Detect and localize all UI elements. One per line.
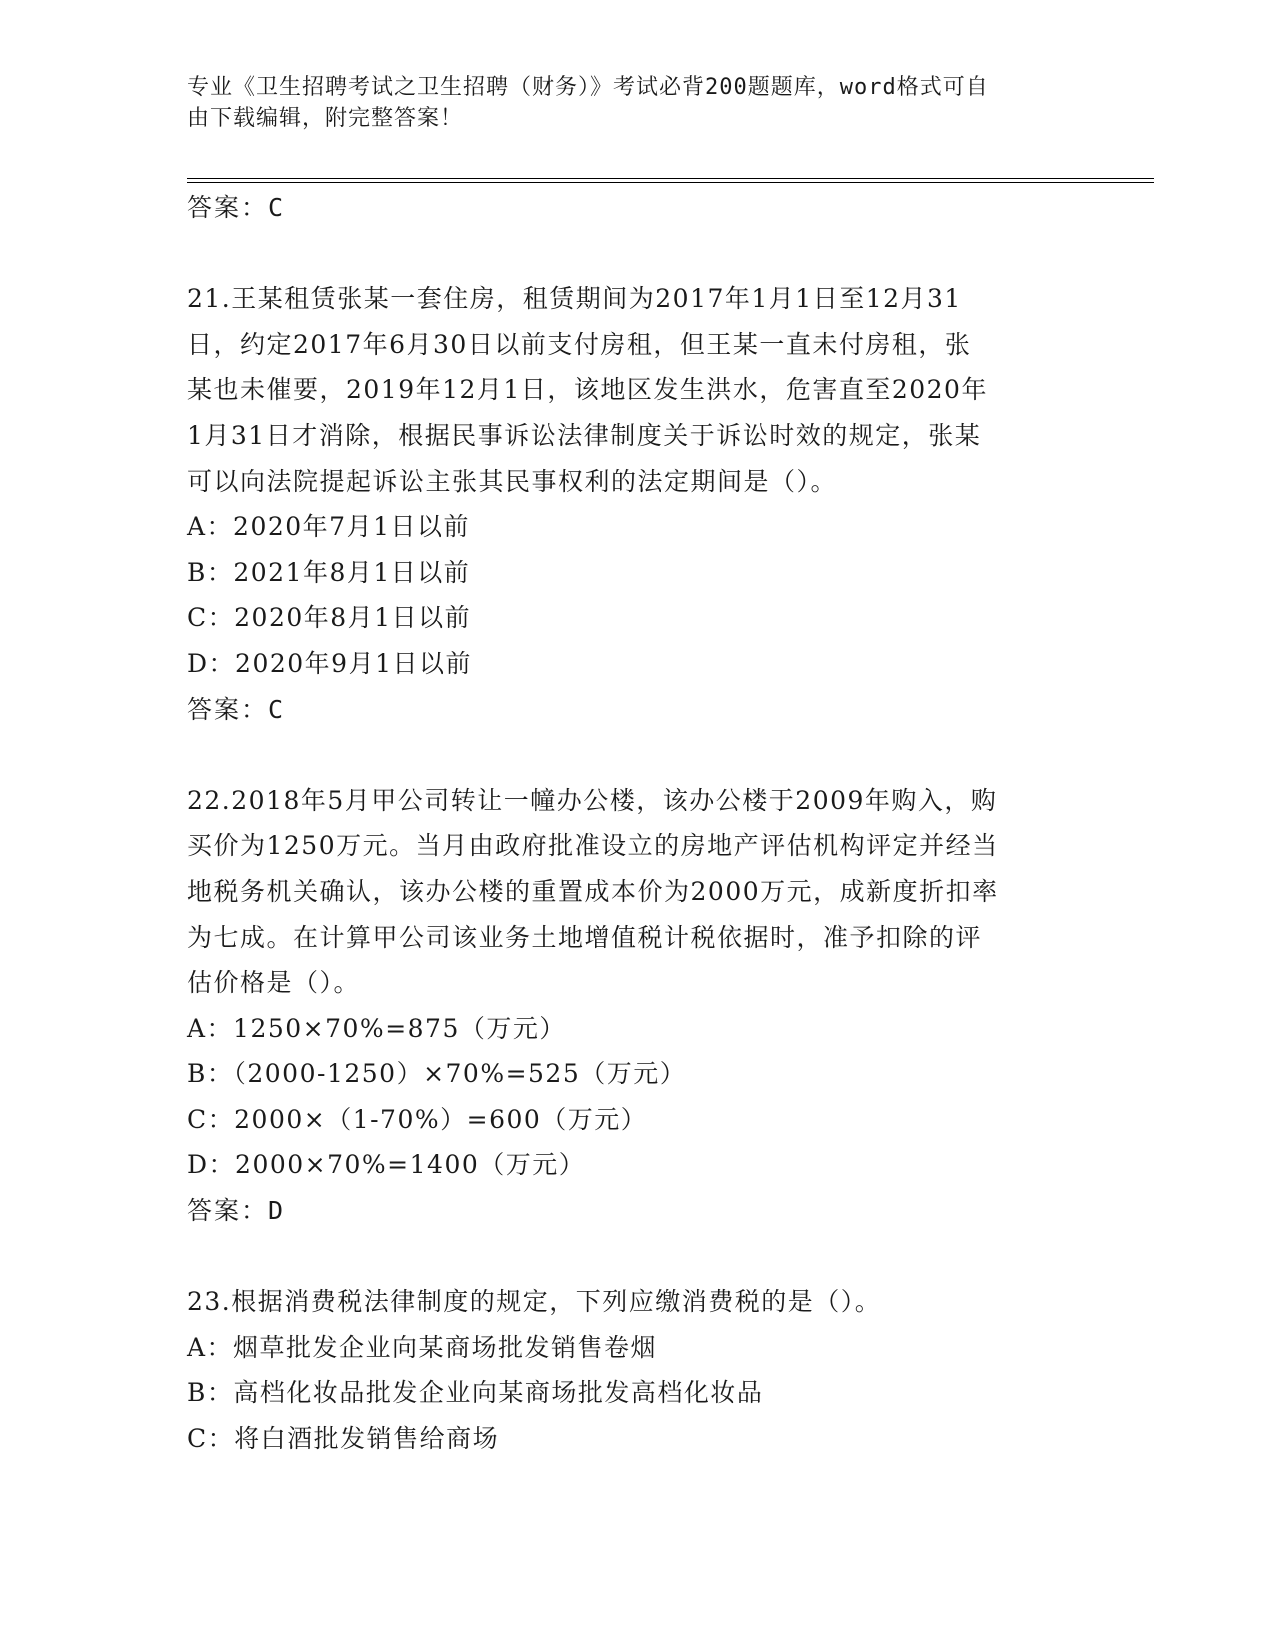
answer-label: 答案：D xyxy=(187,1196,286,1226)
header-rule-bottom xyxy=(187,182,1154,183)
question-text-line: 买价为1250万元。当月由政府批准设立的房地产评估机构评定并经当 xyxy=(187,831,999,861)
option-c: C：将白酒批发销售给商场 xyxy=(187,1424,500,1454)
question-22 xyxy=(187,778,1087,1234)
option-c: C：2000×（1-70%）=600（万元） xyxy=(187,1104,648,1134)
option-b: B：（2000-1250）×70%=525（万元） xyxy=(187,1059,687,1089)
question-text-line: 23.根据消费税法律制度的规定，下列应缴消费税的是（）。 xyxy=(187,1287,882,1317)
option-c: C：2020年8月1日以前 xyxy=(187,603,472,633)
question-23 xyxy=(187,1279,1087,1461)
header-line: 专业《卫生招聘考试之卫生招聘（财务）》考试必背200题题库，word格式可自 xyxy=(187,75,989,100)
question-text-line: 估价格是（）。 xyxy=(187,968,361,998)
question-text-line: 1月31日才消除，根据民事诉讼法律制度关于诉讼时效的规定，张某 xyxy=(187,420,982,450)
spacer xyxy=(187,231,1087,277)
question-text-line: 某也未催要，2019年12月1日，该地区发生洪水，危害直至2020年 xyxy=(187,375,988,405)
document-header xyxy=(187,72,1067,134)
spacer xyxy=(187,1234,1087,1280)
question-text-line: 可以向法院提起诉讼主张其民事权利的法定期间是（）。 xyxy=(187,466,838,496)
question-text-line: 日，约定2017年6月30日以前支付房租，但王某一直未付房租，张 xyxy=(187,329,972,359)
option-a: A：2020年7月1日以前 xyxy=(187,512,470,542)
question-21 xyxy=(187,276,1087,732)
option-b: B：高档化妆品批发企业向某商场批发高档化妆品 xyxy=(187,1378,764,1408)
option-d: D：2000×70%=1400（万元） xyxy=(187,1150,586,1180)
option-a: A：烟草批发企业向某商场批发销售卷烟 xyxy=(187,1332,658,1362)
question-text-line: 为七成。在计算甲公司该业务土地增值税计税依据时，准予扣除的评 xyxy=(187,922,983,952)
header-line: 由下载编辑，附完整答案！ xyxy=(187,106,464,131)
option-d: D：2020年9月1日以前 xyxy=(187,648,472,678)
question-text-line: 22.2018年5月甲公司转让一幢办公楼，该办公楼于2009年购入，购 xyxy=(187,785,998,815)
option-a: A：1250×70%=875（万元） xyxy=(187,1013,566,1043)
spacer xyxy=(187,732,1087,778)
question-text-line: 地税务机关确认，该办公楼的重置成本价为2000万元，成新度折扣率 xyxy=(187,876,999,906)
option-b: B：2021年8月1日以前 xyxy=(187,557,471,587)
question-text-line: 21.王某租赁张某一套住房，租赁期间为2017年1月1日至12月31 xyxy=(187,284,962,314)
header-rule-top xyxy=(187,178,1154,179)
answer-label: 答案：C xyxy=(187,193,286,222)
document-body xyxy=(187,185,1087,1462)
answer-label: 答案：C xyxy=(187,694,286,724)
